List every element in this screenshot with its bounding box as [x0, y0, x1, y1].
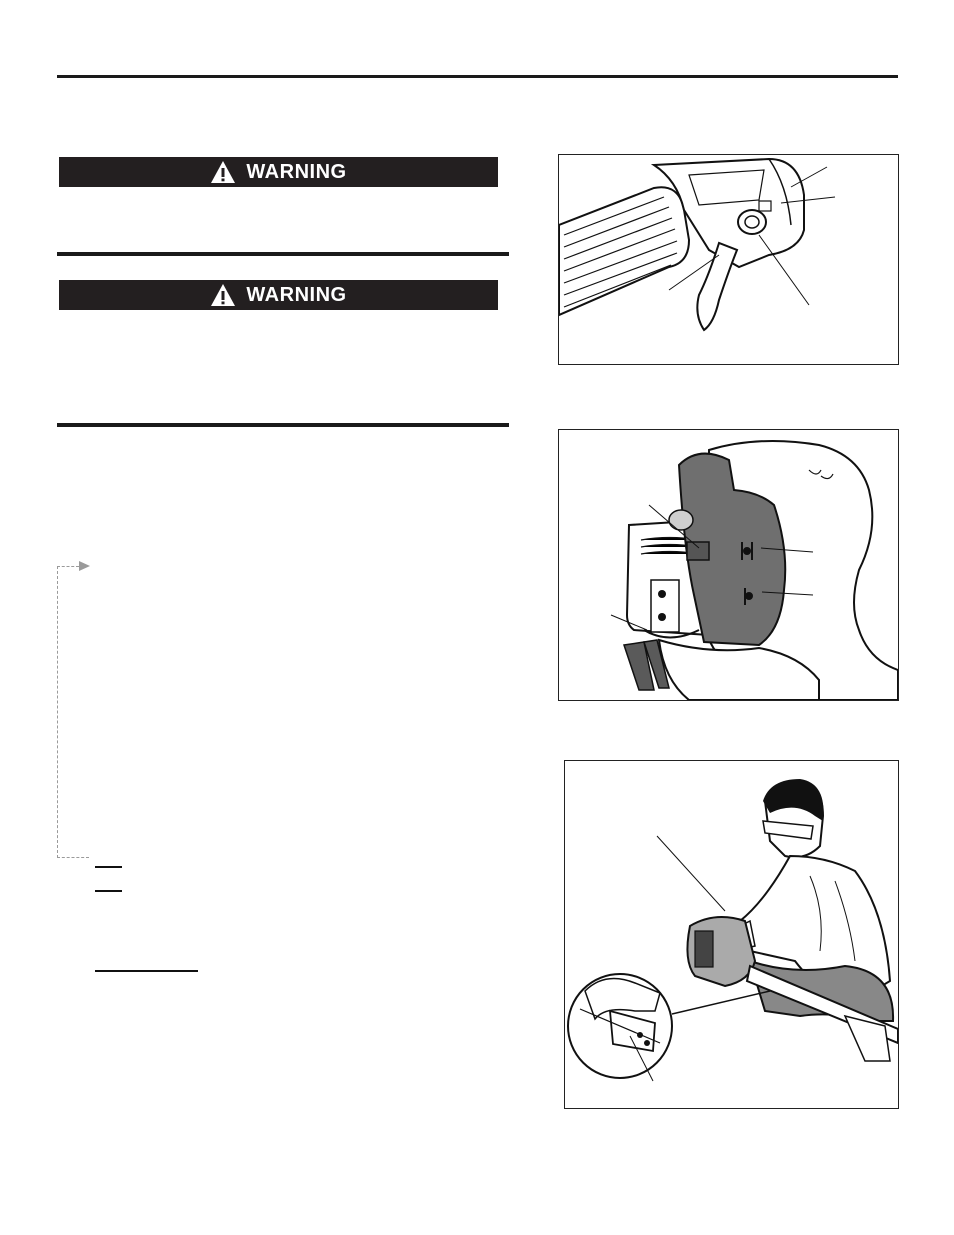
operator-kneeling-illustration	[565, 761, 898, 1108]
dashed-bracket-bottom	[57, 857, 89, 859]
engine-housing-illustration	[559, 430, 898, 700]
warning-triangle-icon	[210, 283, 236, 307]
underline-3	[95, 970, 198, 972]
underline-2	[95, 890, 122, 892]
section-rule-2	[57, 423, 509, 427]
header-rule	[57, 75, 898, 78]
operator-starting-figure	[564, 760, 899, 1109]
warning-banner-2	[59, 280, 498, 310]
warning-label: WARNING	[246, 283, 347, 306]
warning-triangle-icon	[210, 160, 236, 184]
dashed-bracket-arrow-icon	[79, 561, 90, 571]
dashed-bracket-vertical	[57, 566, 59, 858]
section-rule-1	[57, 252, 509, 256]
warning-banner-1	[59, 157, 498, 187]
underline-1	[95, 866, 122, 868]
warning-label: WARNING	[246, 160, 347, 183]
throttle-trigger-illustration	[559, 155, 898, 364]
dashed-bracket-top	[57, 566, 79, 568]
throttle-handle-figure	[558, 154, 899, 365]
choke-switch-figure	[558, 429, 899, 701]
